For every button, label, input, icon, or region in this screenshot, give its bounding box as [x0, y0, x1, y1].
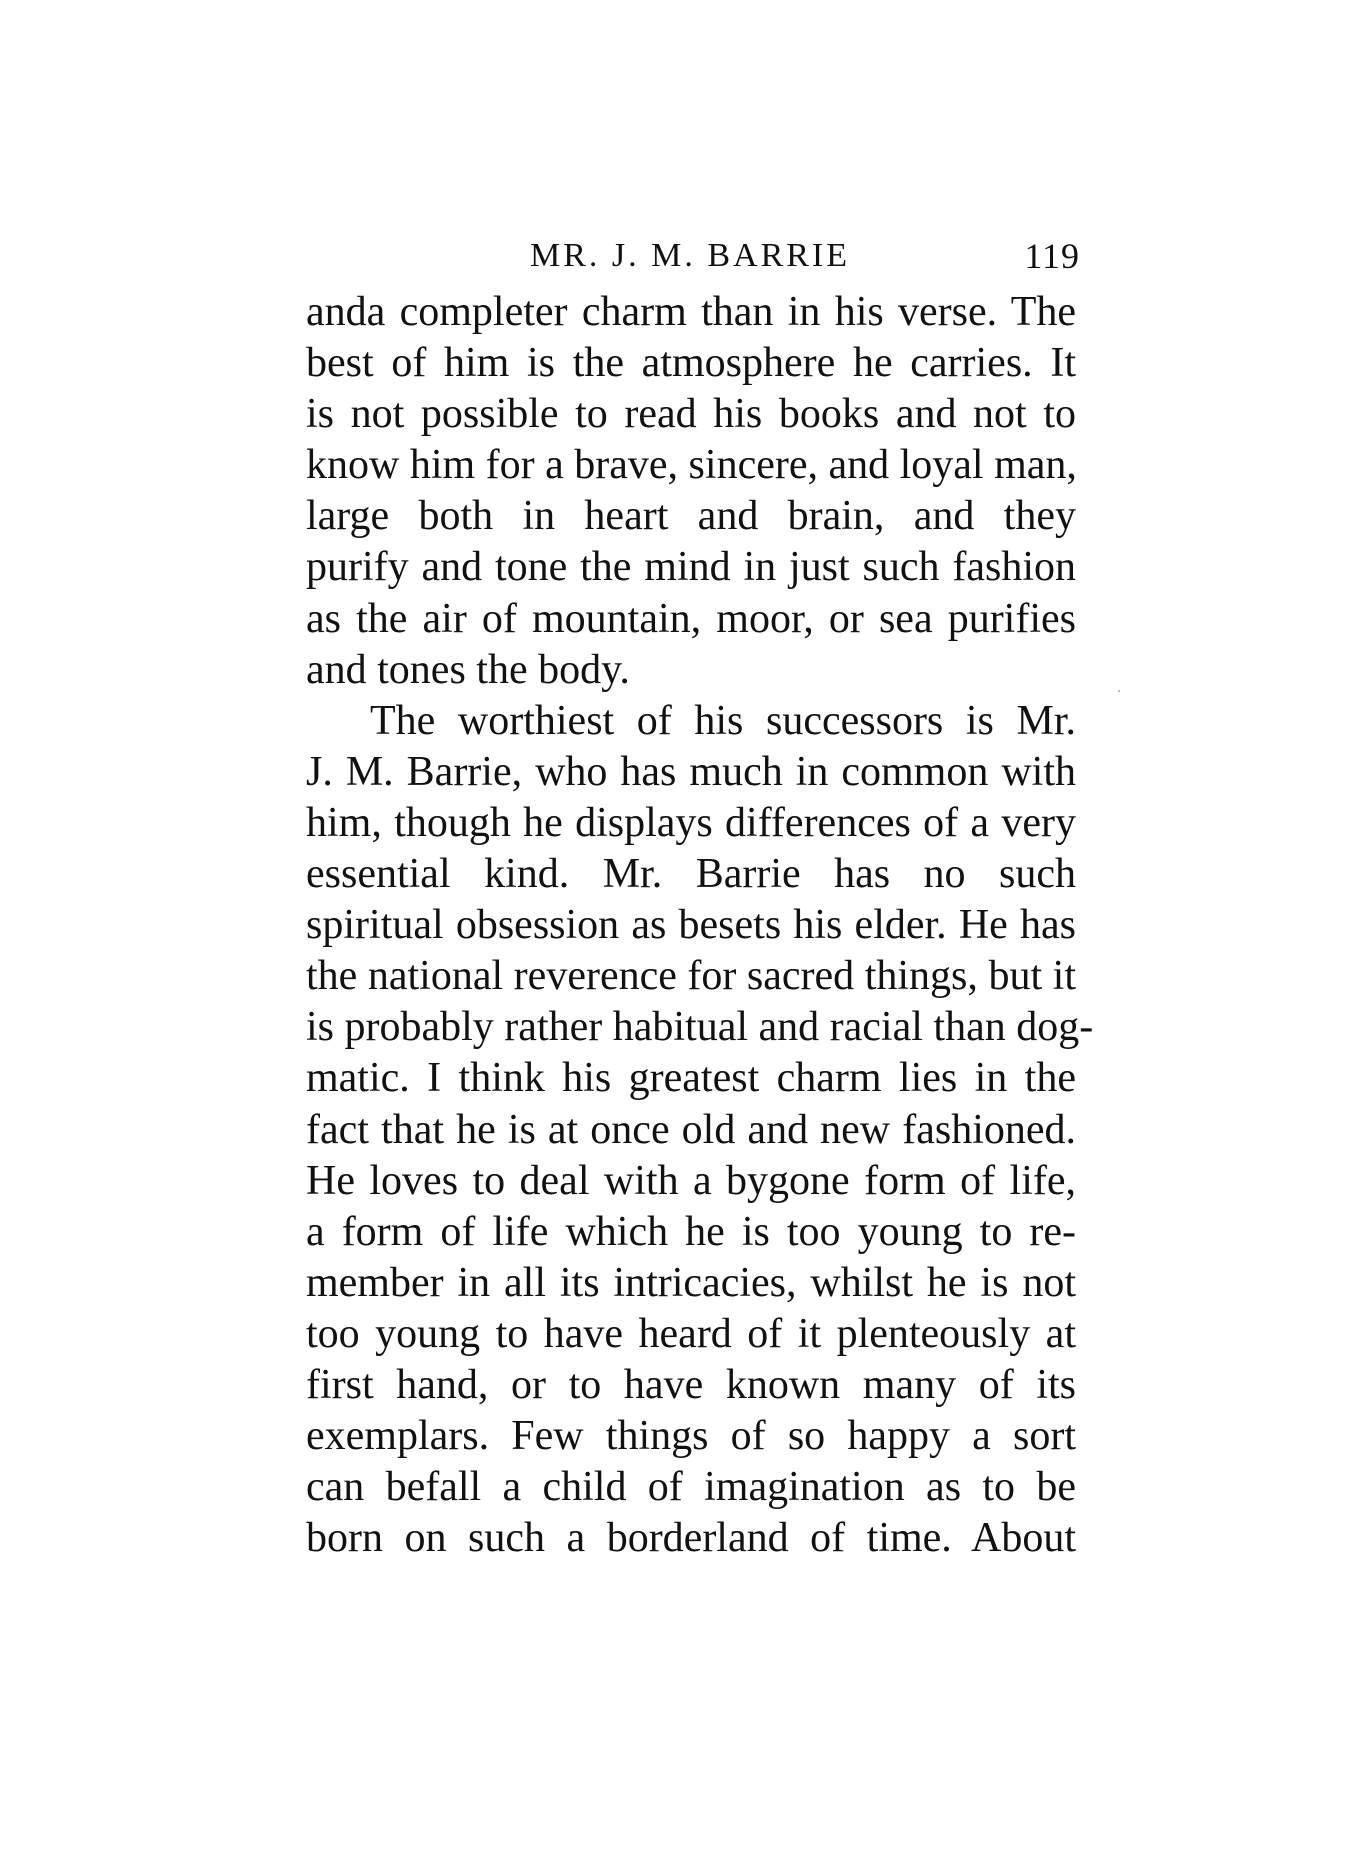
text-line: matic. I think his greatest charm lies in the	[306, 1055, 1076, 1102]
text-line: and tones the body.	[306, 646, 630, 693]
margin-speck	[1118, 690, 1120, 692]
text-line: member in all its intricacies, whilst he is not	[306, 1259, 1076, 1306]
text-line: the national reverence for sacred things, but it	[306, 953, 1076, 1000]
text-line: can befall a child of imagination as to be	[306, 1464, 1076, 1511]
text-line: large both in heart and brain, and they	[306, 493, 1076, 540]
text-line: first hand, or to have known many of its	[306, 1361, 1076, 1408]
text-line: The worthiest of his successors is Mr.	[370, 697, 1076, 744]
page-number: 119	[1024, 236, 1080, 276]
running-title: MR. J. M. BARRIE	[529, 237, 851, 274]
text-line: essential kind. Mr. Barrie has no such	[306, 851, 1076, 898]
text-line: is probably rather habitual and racial than dog-	[306, 1004, 1094, 1051]
paragraph	[306, 696, 1094, 1565]
text-line: him, though he displays differences of a very	[306, 799, 1076, 846]
text-line: is not possible to read his books and not to	[306, 391, 1076, 438]
text-line: best of him is the atmosphere he carries. It	[306, 340, 1076, 387]
text-line: fact that he is at once old and new fashioned.	[306, 1106, 1076, 1153]
text-line: born on such a borderland of time. About	[306, 1515, 1076, 1562]
running-head	[300, 226, 1080, 286]
text-line: exemplars. Few things of so happy a sort	[306, 1413, 1076, 1460]
text-line: as the air of mountain, moor, or sea purifies	[306, 595, 1076, 642]
text-line: He loves to deal with a bygone form of life,	[306, 1157, 1076, 1204]
paragraph	[306, 287, 1076, 696]
text-line: spiritual obsession as besets his elder. He has	[306, 902, 1076, 949]
text-line: J. M. Barrie, who has much in common with	[306, 748, 1076, 795]
text-line: too young to have heard of it plenteously at	[306, 1310, 1076, 1357]
body-text	[306, 287, 1094, 1564]
text-line: purify and tone the mind in just such fashion	[306, 544, 1076, 591]
text-line: anda completer charm than in his verse. The	[306, 289, 1076, 335]
text-line: know him for a brave, sincere, and loyal man,	[306, 442, 1077, 489]
text-line: a form of life which he is too young to re-	[306, 1208, 1076, 1255]
